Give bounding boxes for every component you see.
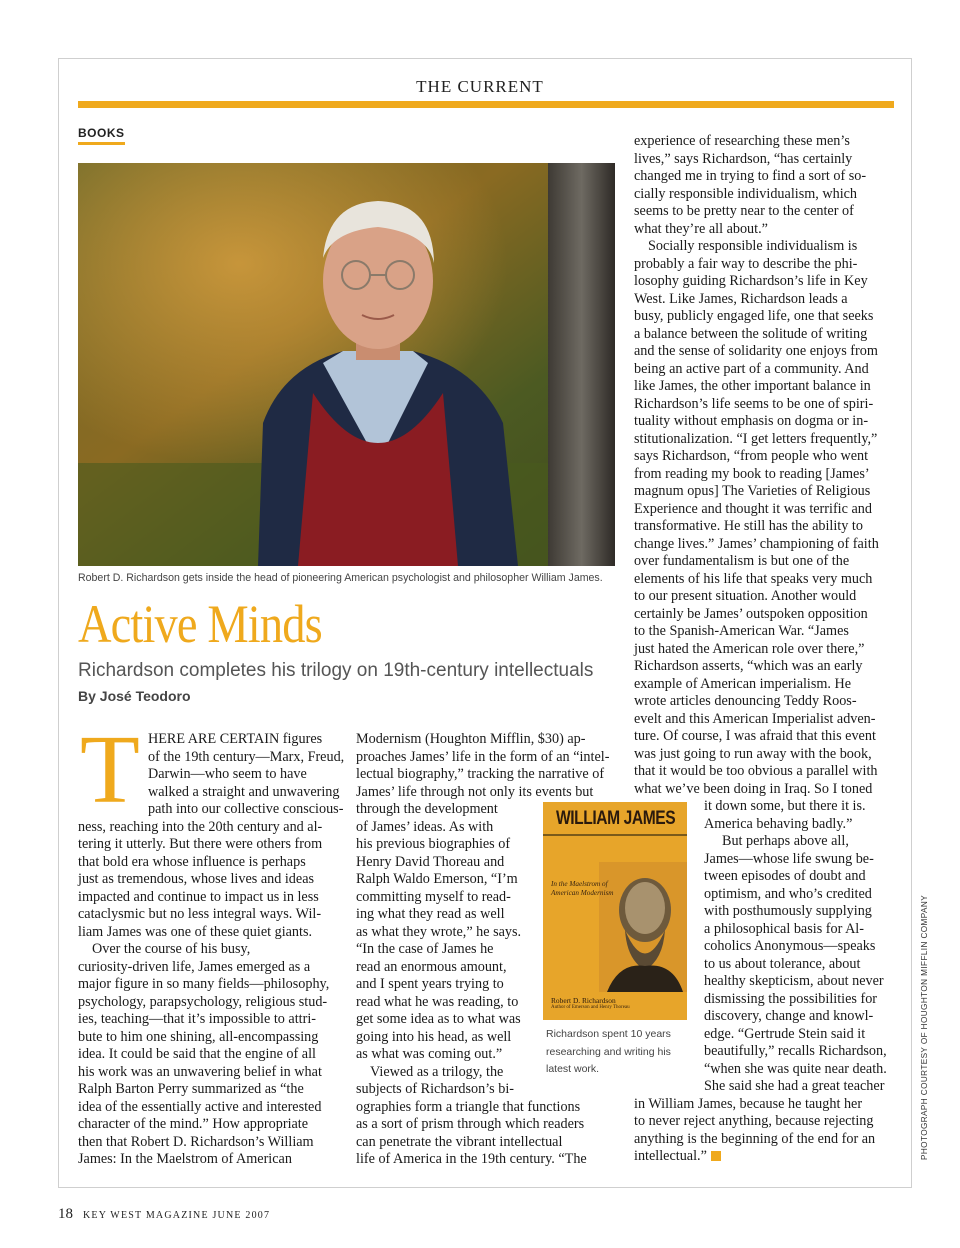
text-line: HERE ARE CERTAIN figures — [148, 731, 323, 747]
section-rule — [78, 101, 894, 108]
text-line: of James’ ideas. As with — [356, 818, 494, 835]
text-line: changed me in trying to find a sort of so- — [634, 168, 867, 184]
text-line: Richardson’s life seems to be one of spiri- — [634, 395, 874, 412]
text-line: cially responsible individualism, which — [634, 185, 858, 202]
drop-cap: T — [80, 716, 140, 824]
text-line: Richardson asserts, “which was an early — [634, 658, 863, 674]
text-line: “In the case of James he — [356, 941, 494, 957]
text-line: edge. “Gertrude Stein said it — [704, 1025, 866, 1042]
text-line: his previous biographies of — [356, 836, 511, 852]
text-line: Modernism (Houghton Mifflin, $30) ap- — [356, 731, 586, 747]
text-line: in William James, because he taught her — [634, 1095, 863, 1112]
text-line: Over the course of his busy, — [92, 941, 251, 957]
portrait-photo — [78, 163, 615, 566]
article-headline: Active Minds — [78, 594, 322, 654]
text-line: to our present situation. Another would — [634, 588, 857, 604]
text-line: Darwin—who seem to have — [148, 766, 307, 782]
text-line: ness, reaching into the 20th century and al- — [78, 818, 323, 835]
text-line: being an active part of a community. And — [634, 360, 869, 377]
text-line: read what he was reading, to — [356, 993, 519, 1010]
text-line: just hated the American role over there,” — [634, 640, 865, 657]
article-byline: By José Teodoro — [78, 688, 191, 704]
text-line: what they’re all about.” — [634, 220, 768, 237]
text-line: and the sense of solidarity one enjoys from — [634, 343, 878, 359]
text-line: stitutionalization. “I get letters frequently,” — [634, 430, 878, 447]
text-line: discovery, change and knowl- — [704, 1008, 874, 1024]
text-line: a balance between the solitude of writing — [634, 325, 868, 342]
text-line: then that Robert D. Richardson’s William — [78, 1133, 314, 1150]
text-line: James’ life through not only its events but — [356, 783, 594, 800]
text-line: beautifully,” recalls Richardson, — [704, 1043, 887, 1059]
text-line: America behaving badly.” — [704, 815, 853, 832]
text-line: healthy skepticism, about never — [704, 973, 884, 989]
publication-line: KEY WEST MAGAZINE JUNE 2007 — [83, 1210, 271, 1221]
text-line: Socially responsible individualism is — [648, 238, 858, 254]
text-line: lives,” says Richardson, “has certainly — [634, 150, 853, 167]
text-line: experience of researching these men’s — [634, 133, 850, 149]
text-line: his work was an unwavering belief in what — [78, 1063, 322, 1080]
text-line: committing myself to read- — [356, 888, 511, 905]
text-line: West. Like James, Richardson leads a — [634, 290, 848, 307]
text-line: “when she was quite near death. — [704, 1060, 887, 1077]
kicker-label: BOOKS — [78, 126, 125, 145]
text-line: Experience and thought it was terrific and — [634, 500, 872, 517]
book-cover-caption: Richardson spent 10 years researching and writing his latest work. — [546, 1028, 671, 1075]
text-line: was just going to run away with the book, — [634, 745, 872, 762]
book-cover-author: Robert D. Richardson — [551, 996, 616, 1005]
text-line: anything is the beginning of the end for an — [634, 1130, 876, 1147]
photo-credit: PHOTOGRAPH COURTESY OF HOUGHTON MIFFLIN COMPANY — [920, 894, 929, 1160]
text-line: character of the mind.” How appropriate — [78, 1116, 309, 1132]
text-line: idea. It could be said that the engine of all — [78, 1046, 316, 1062]
text-line: impacted and continue to impact us in less — [78, 888, 319, 905]
body-column-1 — [78, 731, 345, 1169]
text-line: proaches James’ life in the form of an “intel- — [356, 748, 610, 765]
text-line: ies, teaching—that it’s impossible to attri- — [78, 1011, 316, 1027]
text-line: ographies form a triangle that functions — [356, 1098, 581, 1115]
text-line: and I spent years trying to — [356, 976, 504, 992]
article-dek: Richardson completes his trilogy on 19th-century intellectuals — [78, 660, 594, 681]
text-line: probably a fair way to describe the phi- — [634, 255, 858, 272]
text-line: tween episodes of doubt and — [704, 868, 866, 884]
text-line: dismissing the possibilities for — [704, 990, 878, 1007]
text-line: to the Spanish-American War. “James — [634, 623, 849, 639]
text-line: lectual biography,” tracking the narrative of — [356, 766, 605, 782]
text-line: it down some, but there it is. — [704, 798, 866, 814]
text-line-content: intellectual.” — [634, 1148, 707, 1164]
text-line: optimism, and who’s credited — [704, 885, 872, 902]
text-line: wrote articles denouncing Teddy Roos- — [634, 693, 857, 709]
text-line: to never reject anything, because rejecting — [634, 1113, 874, 1129]
text-line: from reading my book to reading [James’ — [634, 465, 870, 482]
text-line: to us about tolerance, about — [704, 955, 861, 972]
text-line: subjects of Richardson’s bi- — [356, 1081, 515, 1097]
text-line: that bold era whose influence is perhaps — [78, 853, 306, 870]
text-line: going into his head, as well — [356, 1028, 512, 1045]
text-line: life of America in the 19th century. “The — [356, 1151, 587, 1167]
text-line: can penetrate the vibrant intellectual — [356, 1133, 563, 1150]
text-line: transformative. He still has the ability to — [634, 518, 863, 534]
text-line: with posthumously supplying — [704, 903, 872, 919]
text-line: ture. Of course, I was afraid that this event — [634, 728, 876, 744]
text-line: of the 19th century—Marx, Freud, — [148, 748, 345, 765]
page-footer — [58, 1205, 270, 1223]
text-line: magnum opus] The Varieties of Religious — [634, 483, 871, 499]
text-line: get some idea as to what was — [356, 1011, 521, 1027]
book-cover-author-note: Author of Emerson and Henry Thoreau — [551, 1005, 630, 1010]
text-line: losophy guiding Richardson’s life in Key — [634, 273, 868, 289]
text-line: over fundamentalism is but one of the — [634, 553, 850, 569]
text-line: liam James was one of these quiet giants. — [78, 923, 313, 940]
text-line: read an enormous amount, — [356, 958, 507, 975]
text-line: walked a straight and unwavering — [148, 783, 340, 800]
cover-rule — [543, 834, 687, 836]
text-line: Ralph Barton Perry summarized as “the — [78, 1081, 304, 1097]
text-line: James—whose life swung be- — [704, 850, 874, 867]
text-line: as what was coming out.” — [356, 1046, 503, 1062]
text-line: James: In the Maelstrom of American — [78, 1151, 292, 1167]
text-line: tuality without emphasis on dogma or in- — [634, 413, 869, 429]
text-line: bute to him one shining, all-encompassing — [78, 1028, 319, 1045]
text-line: says Richardson, “from people who went — [634, 448, 869, 464]
text-line: as what they wrote,” he says. — [356, 923, 522, 940]
text-line: Henry David Thoreau and — [356, 853, 505, 870]
text-line: tering it utterly. But there were others from — [78, 836, 323, 852]
page-number: 18 — [58, 1206, 73, 1222]
text-line: evelt and this American Imperialist adven- — [634, 710, 876, 727]
text-line: what we’ve been doing in Iraq. So I toned — [634, 780, 873, 797]
text-line: through the development — [356, 801, 498, 817]
book-cover-title: WILLIAM JAMES — [555, 808, 676, 829]
text-line: But perhaps above all, — [722, 833, 849, 849]
photo-caption: Robert D. Richardson gets inside the head of pioneering American psychologist and philosopher William James. — [78, 572, 603, 584]
text-line: example of American imperialism. He — [634, 675, 852, 692]
text-line: certainly be James’ outspoken opposition — [634, 605, 868, 622]
text-line: psychology, parapsychology, religious stud- — [78, 993, 328, 1010]
text-line: elements of his life that speaks very much — [634, 570, 873, 587]
text-line: change lives.” James’ championing of faith — [634, 535, 879, 552]
text-line: Viewed as a trilogy, the — [370, 1063, 504, 1080]
text-line: She said she had a great teacher — [704, 1078, 885, 1094]
text-line: busy, publicly engaged life, one that seeks — [634, 308, 874, 324]
end-mark-icon — [711, 1151, 721, 1161]
text-line: just as tremendous, whose lives and ideas — [78, 871, 315, 887]
text-line: like James, the other important balance in — [634, 378, 871, 394]
text-line — [634, 1148, 896, 1166]
text-line: as a sort of prism through which readers — [356, 1116, 585, 1132]
text-line: ing what they read as well — [356, 906, 505, 922]
text-line: path into our collective conscious- — [148, 801, 344, 817]
text-line: cataclysmic but no less integral ways. Wil- — [78, 906, 322, 922]
text-line: major figure in so many fields—philosophy, — [78, 976, 330, 992]
text-line: curiosity-driven life, James emerged as a — [78, 958, 311, 975]
text-line: seems to be pretty near to the center of — [634, 203, 854, 219]
text-line: idea of the essentially active and interested — [78, 1098, 322, 1115]
section-title: THE CURRENT — [416, 77, 544, 96]
text-line: coholics Anonymous—speaks — [704, 938, 876, 954]
text-line: Ralph Waldo Emerson, “I’m — [356, 871, 518, 887]
text-line: that it would be too obvious a parallel with — [634, 763, 878, 779]
text-line: a philosophical basis for Al- — [704, 920, 864, 937]
book-cover-image — [543, 802, 687, 1020]
book-cover-subtitle: In the Maelstrom of American Modernism — [551, 880, 614, 897]
